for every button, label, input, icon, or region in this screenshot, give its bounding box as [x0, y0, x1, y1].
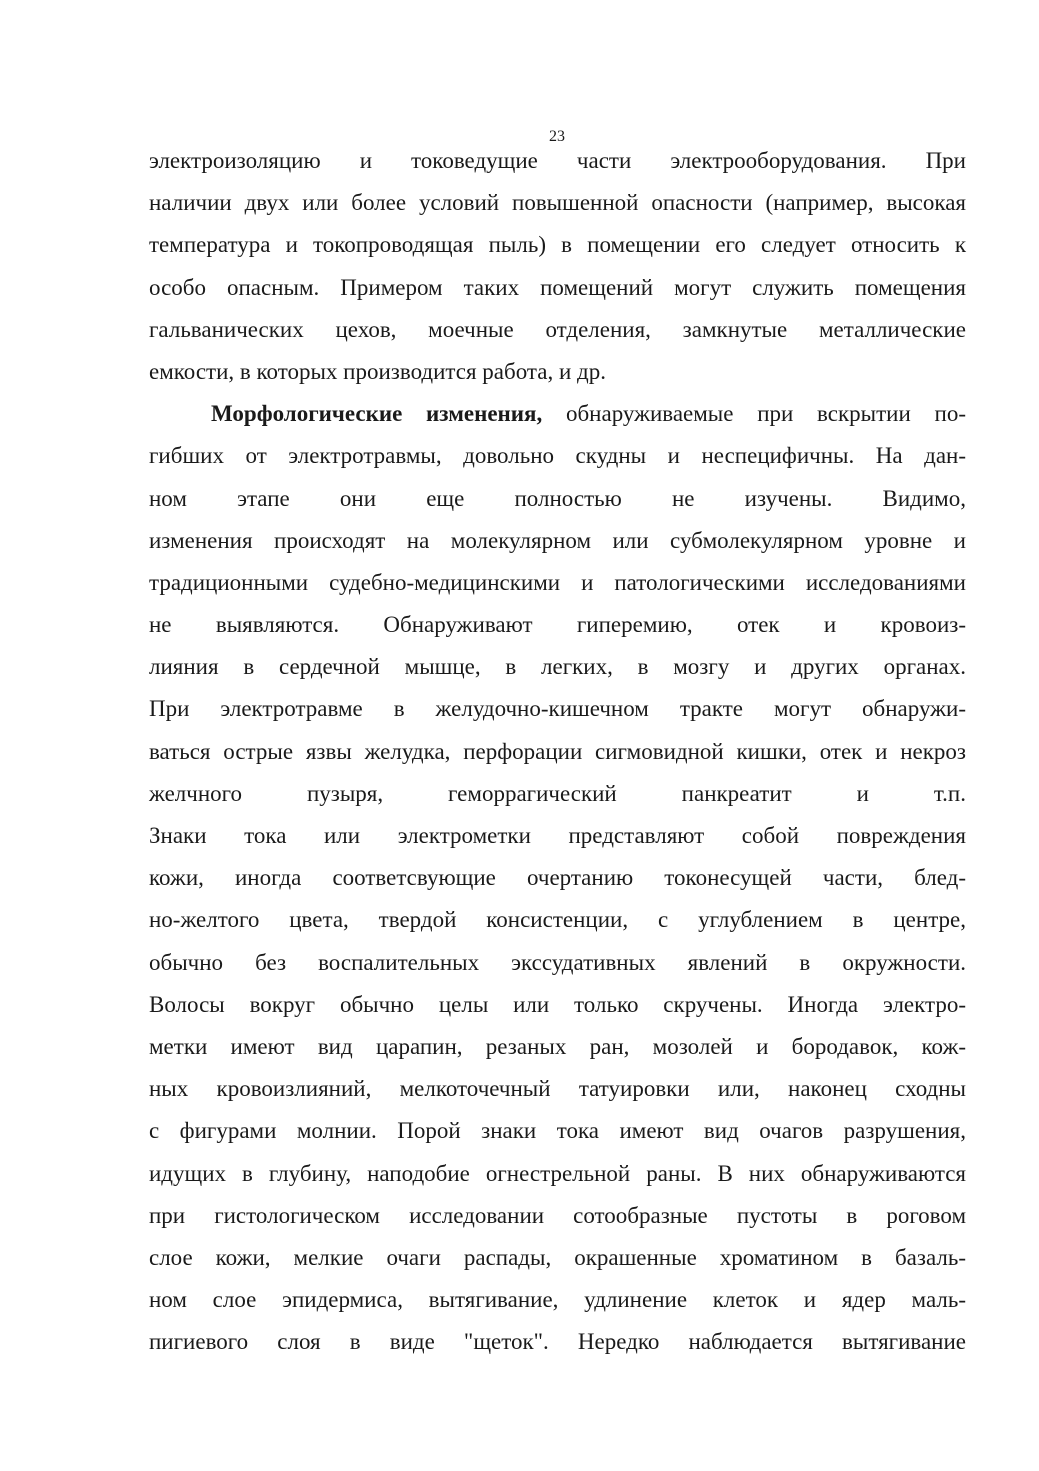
line-text: кожи, иногда соответсвующие очертанию токонесущей части, блед-	[149, 865, 966, 891]
line-text: емкости, в которых производится работа, и др.	[149, 358, 606, 384]
text-line	[149, 815, 966, 857]
text-line	[149, 435, 966, 477]
text-line	[149, 1068, 966, 1110]
line-text: с фигурами молнии. Порой знаки тока имеют вид очагов разрушения,	[149, 1118, 966, 1144]
text-line	[149, 267, 966, 309]
line-text: температура и токопроводящая пыль) в помещении его следует относить к	[149, 232, 966, 258]
page-number: 23	[549, 128, 565, 145]
text-line	[149, 942, 966, 984]
text-line	[149, 393, 966, 435]
line-text: гальванических цехов, моечные отделения, замкнутые металлические	[149, 316, 966, 342]
line-text: идущих в глубину, наподобие огнестрельной раны. В них обнаруживаются	[149, 1160, 966, 1186]
text-line	[149, 857, 966, 899]
line-text: не выявляются. Обнаруживают гиперемию, отек и кровоиз-	[149, 612, 966, 638]
bold-term: Морфологические изменения,	[211, 401, 543, 427]
text-line	[149, 688, 966, 730]
text-line	[149, 1153, 966, 1195]
text-line	[149, 731, 966, 773]
text-line	[149, 478, 966, 520]
line-text: пигиевого слоя в виде "щеток". Нередко наблюдается вытягивание	[149, 1329, 966, 1355]
text-line	[149, 351, 966, 393]
line-text: наличии двух или более условий повышенной опасности (например, высокая	[149, 190, 966, 216]
line-text: электроизоляцию и токоведущие части электрооборудования. При	[149, 148, 966, 173]
text-line	[149, 520, 966, 562]
line-text: метки имеют вид царапин, резаных ран, мозолей и бородавок, кож-	[149, 1033, 966, 1059]
line-text: обнаруживаемые при вскрытии по-	[542, 401, 966, 427]
text-line	[149, 182, 966, 224]
line-text: гибших от электротравмы, довольно скудны и неспецифичны. На дан-	[149, 443, 966, 469]
text-line	[149, 773, 966, 815]
text-line	[149, 604, 966, 646]
line-text: ных кровоизлияний, мелкоточечный татуировки или, наконец сходны	[149, 1076, 966, 1102]
text-line	[149, 1321, 966, 1363]
text-line	[149, 224, 966, 266]
line-text: ном слое эпидермиса, вытягивание, удлинение клеток и ядер маль-	[149, 1287, 966, 1313]
text-line	[149, 646, 966, 688]
text-line	[149, 1279, 966, 1321]
text-line	[149, 1026, 966, 1068]
line-text: Знаки тока или электрометки представляют собой повреждения	[149, 823, 966, 848]
line-text: традиционными судебно-медицинскими и патологическими исследованиями	[149, 569, 966, 595]
line-text: но-желтого цвета, твердой консистенции, с углублением в центре,	[149, 907, 966, 933]
line-text: Волосы вокруг обычно целы или только скручены. Иногда электро-	[149, 991, 966, 1017]
text-line	[149, 140, 966, 182]
line-text: обычно без воспалительных экссудативных явлений в окружности.	[149, 949, 966, 975]
text-line	[149, 899, 966, 941]
line-text: изменения происходят на молекулярном или субмолекулярном уровне и	[149, 527, 966, 553]
text-line	[149, 562, 966, 604]
line-text: ваться острые язвы желудка, перфорации сигмовидной кишки, отек и некроз	[149, 738, 966, 764]
text-line	[149, 1237, 966, 1279]
text-line	[149, 1110, 966, 1152]
text-line	[149, 984, 966, 1026]
line-text: слое кожи, мелкие очаги распады, окрашенные хроматином в базаль-	[149, 1244, 966, 1270]
line-text: лияния в сердечной мышце, в легких, в мозгу и других органах.	[149, 654, 966, 680]
line-text: особо опасным. Примером таких помещений могут служить помещения	[149, 274, 966, 300]
document-body	[149, 140, 966, 1363]
line-text: ном этапе они еще полностью не изучены. Видимо,	[149, 485, 966, 511]
text-line	[149, 1195, 966, 1237]
line-text: при гистологическом исследовании сотообразные пустоты в роговом	[149, 1202, 966, 1228]
line-text: При электротравме в желудочно-кишечном тракте могут обнаружи-	[149, 696, 966, 722]
line-text: желчного пузыря, геморрагический панкреатит и т.п.	[149, 780, 966, 806]
text-line	[149, 309, 966, 351]
